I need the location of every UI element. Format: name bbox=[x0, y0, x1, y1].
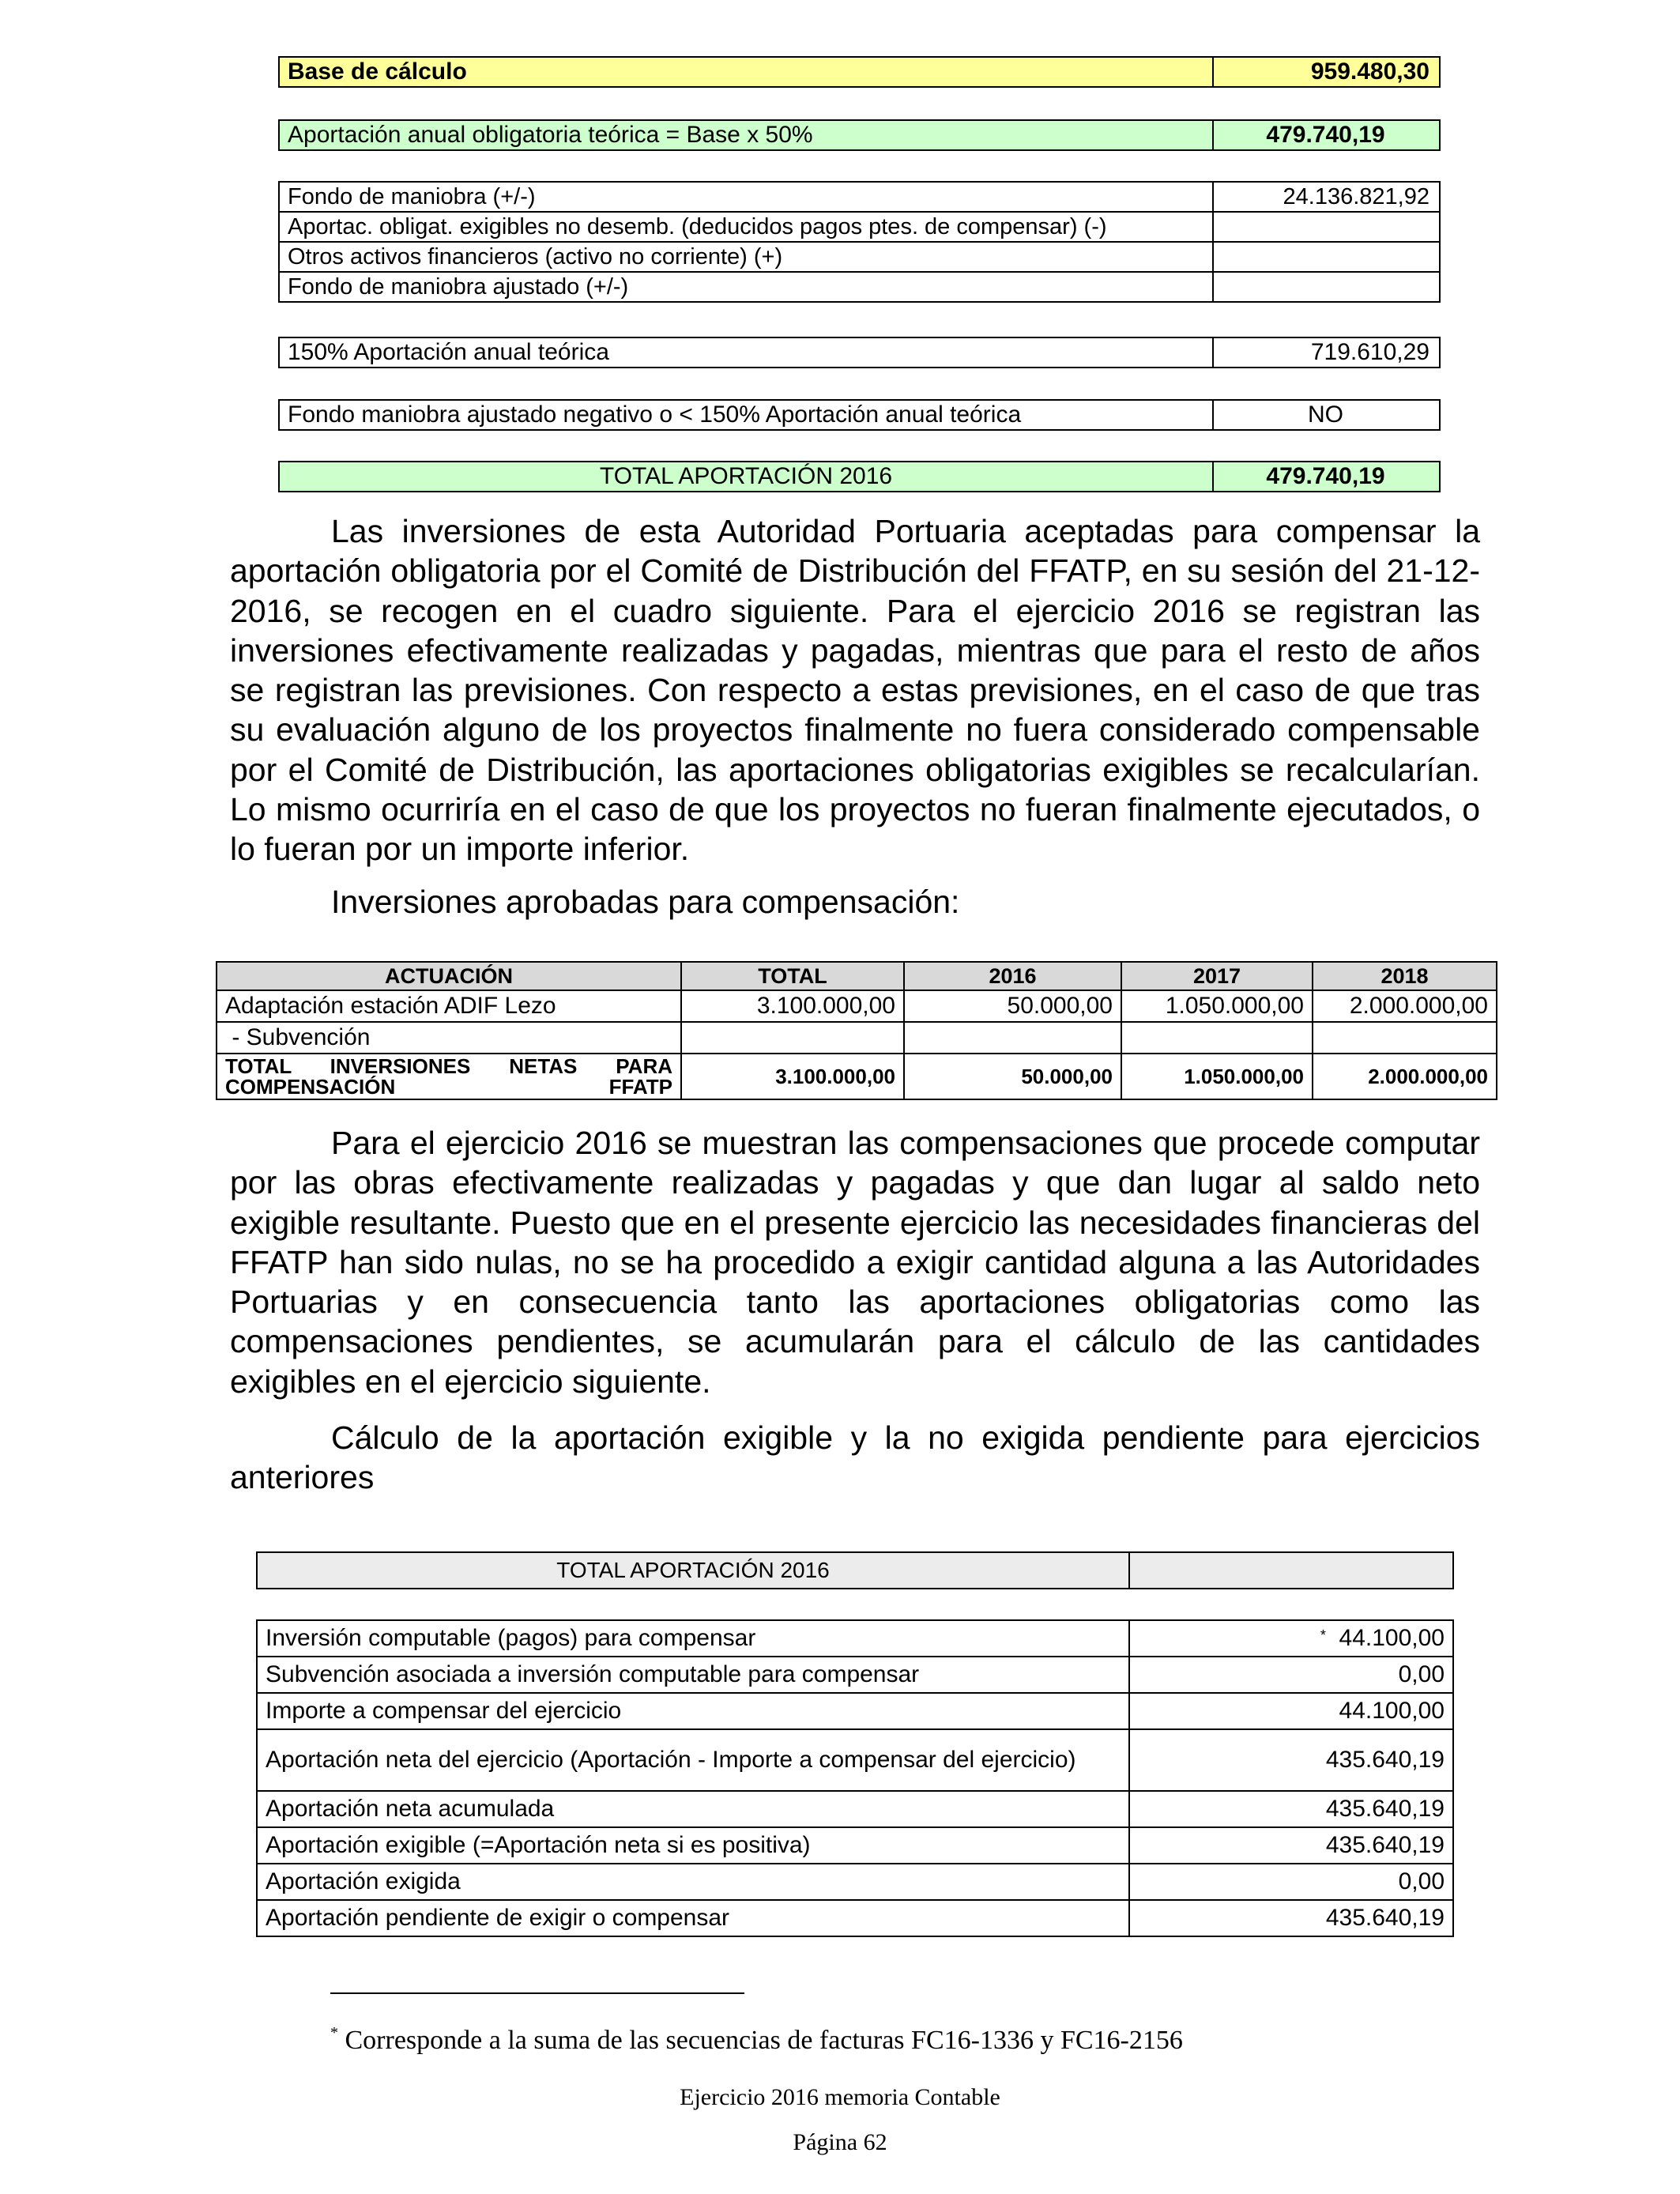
row-label: Aportac. obligat. exigibles no desemb. (deducidos pagos ptes. de compensar) (-) bbox=[279, 212, 1213, 242]
paragraph-inversiones-aprobadas: Inversiones aprobadas para compensación: bbox=[331, 884, 960, 920]
footer-title: Ejercicio 2016 memoria Contable bbox=[680, 2084, 1000, 2110]
row-label: Fondo de maniobra (+/-) bbox=[279, 182, 1213, 212]
aportacion-teorica-table bbox=[278, 119, 1441, 151]
row-value: * 44.100,00 bbox=[1129, 1620, 1453, 1657]
row-label: Subvención asociada a inversión computable para compensar bbox=[257, 1657, 1129, 1693]
base-calculo-label: Base de cálculo bbox=[279, 57, 1213, 87]
row-label: Aportación exigida bbox=[257, 1864, 1129, 1900]
table-row bbox=[217, 1022, 1497, 1054]
p150-value: 719.610,29 bbox=[1213, 337, 1440, 368]
paragraph-inversiones: Las inversiones de esta Autoridad Portuaria aceptadas para compensar la aportación obligatoria por el Comité de Distribución del FFATP, en su sesión del 21-12-2016, se recogen en el cuadro siguiente. Para el ejercicio 2016 se registran las inversiones efectivamente realizadas y pagadas, mientras que para el resto de años se registran las previsiones. Con respecto a estas previsiones, en el caso de que tras su evaluación alguno de los proyectos finalmente no fuera considerado compensable por el Comité de Distribución, las aportaciones obligatorias exigibles se recalcularían. Lo mismo ocurriría en el caso de que los proyectos no fueran finalmente ejecutados, o lo fueran por un importe inferior. bbox=[230, 513, 1480, 868]
base-calculo-table bbox=[278, 56, 1441, 88]
row-value: 0,00 bbox=[1129, 1864, 1453, 1900]
table-row bbox=[257, 1657, 1453, 1693]
table-row bbox=[257, 1900, 1453, 1936]
table-cell: 2.000.000,00 bbox=[1313, 1054, 1497, 1099]
column-header: 2016 bbox=[904, 962, 1121, 990]
calculo-header-table bbox=[256, 1551, 1454, 1589]
column-header: 2017 bbox=[1121, 962, 1313, 990]
row-value: 435.640,19 bbox=[1129, 1729, 1453, 1791]
row-label: Otros activos financieros (activo no corriente) (+) bbox=[279, 242, 1213, 272]
row-label: Fondo de maniobra ajustado (+/-) bbox=[279, 272, 1213, 302]
table-row bbox=[217, 990, 1497, 1022]
table-row bbox=[257, 1791, 1453, 1827]
row-value: 435.640,19 bbox=[1129, 1791, 1453, 1827]
table-cell bbox=[904, 1022, 1121, 1054]
table-row bbox=[257, 1864, 1453, 1900]
row-label: Aportación exigible (=Aportación neta si es positiva) bbox=[257, 1827, 1129, 1864]
row-label: Aportación neta del ejercicio (Aportación - Importe a compensar del ejercicio) bbox=[257, 1729, 1129, 1791]
total-aportacion-value: 479.740,19 bbox=[1213, 462, 1440, 492]
row-label: Aportación neta acumulada bbox=[257, 1791, 1129, 1827]
footnote-reference[interactable]: * bbox=[1320, 1627, 1326, 1643]
table-cell: 2.000.000,00 bbox=[1313, 990, 1497, 1022]
table-row bbox=[279, 182, 1440, 212]
table-cell: Adaptación estación ADIF Lezo bbox=[217, 990, 681, 1022]
table-cell: - Subvención bbox=[217, 1022, 681, 1054]
calculo-header-value bbox=[1129, 1552, 1453, 1589]
table-row bbox=[279, 242, 1440, 272]
table-cell: 50.000,00 bbox=[904, 990, 1121, 1022]
aportacion-teorica-value: 479.740,19 bbox=[1213, 120, 1440, 150]
row-value bbox=[1213, 272, 1440, 302]
row-label: Aportación pendiente de exigir o compensar bbox=[257, 1900, 1129, 1936]
paragraph-compensaciones: Para el ejercicio 2016 se muestran las compensaciones que procede computar por las obras efectivamente realizadas y pagadas y que dan lugar al saldo neto exigible resultante. Puesto que en el presente ejercicio las necesidades financieras del FFATP han sido nulas, no se ha procedido a exigir cantidad alguna a las Autoridades Portuarias y en consecuencia tanto las aportaciones obligatorias como las compensaciones pendientes, se acumularán para el cálculo de las cantidades exigibles en el ejercicio siguiente. bbox=[230, 1125, 1480, 1400]
row-value: 435.640,19 bbox=[1129, 1900, 1453, 1936]
column-header: ACTUACIÓN bbox=[217, 962, 681, 990]
table-row bbox=[257, 1620, 1453, 1657]
p150-table bbox=[278, 337, 1441, 368]
fondo-maniobra-table bbox=[278, 181, 1441, 303]
table-total-row bbox=[217, 1054, 1497, 1099]
table-cell bbox=[1121, 1022, 1313, 1054]
p150-label: 150% Aportación anual teórica bbox=[279, 337, 1213, 368]
row-value: 435.640,19 bbox=[1129, 1827, 1453, 1864]
footnote-mark: * bbox=[330, 2024, 338, 2041]
total-aportacion-table bbox=[278, 461, 1441, 492]
row-value: 44.100,00 bbox=[1129, 1693, 1453, 1729]
calculo-aportacion-table bbox=[256, 1619, 1454, 1937]
base-calculo-value: 959.480,30 bbox=[1213, 57, 1440, 87]
table-row bbox=[279, 212, 1440, 242]
table-cell: 3.100.000,00 bbox=[681, 990, 904, 1022]
table-cell: 1.050.000,00 bbox=[1121, 1054, 1313, 1099]
footnote-text: Corresponde a la suma de las secuencias de facturas FC16-1336 y FC16-2156 bbox=[345, 2026, 1183, 2055]
column-header: 2018 bbox=[1313, 962, 1497, 990]
row-label: Inversión computable (pagos) para compensar bbox=[257, 1620, 1129, 1657]
table-row bbox=[257, 1693, 1453, 1729]
footnote bbox=[330, 2026, 1183, 2056]
calculo-header-label: TOTAL APORTACIÓN 2016 bbox=[257, 1552, 1129, 1589]
total-aportacion-label: TOTAL APORTACIÓN 2016 bbox=[279, 462, 1213, 492]
table-row bbox=[257, 1827, 1453, 1864]
table-cell: 50.000,00 bbox=[904, 1054, 1121, 1099]
table-cell: TOTAL INVERSIONES NETAS PARA COMPENSACIÓN FFATP bbox=[217, 1054, 681, 1099]
table-row bbox=[279, 272, 1440, 302]
negativo-value: NO bbox=[1213, 400, 1440, 430]
page-number: Página 62 bbox=[793, 2129, 887, 2155]
table-cell bbox=[681, 1022, 904, 1054]
negativo-label: Fondo maniobra ajustado negativo o < 150% Aportación anual teórica bbox=[279, 400, 1213, 430]
inversiones-table bbox=[216, 961, 1497, 1100]
paragraph-calculo-aportacion: Cálculo de la aportación exigible y la no exigida pendiente para ejercicios anteriores bbox=[230, 1419, 1480, 1496]
table-cell: 1.050.000,00 bbox=[1121, 990, 1313, 1022]
table-cell: 3.100.000,00 bbox=[681, 1054, 904, 1099]
table-header-row bbox=[217, 962, 1497, 990]
row-value bbox=[1213, 242, 1440, 272]
negativo-table bbox=[278, 399, 1441, 431]
aportacion-teorica-label: Aportación anual obligatoria teórica = Base x 50% bbox=[279, 120, 1213, 150]
row-value bbox=[1213, 212, 1440, 242]
column-header: TOTAL bbox=[681, 962, 904, 990]
table-cell bbox=[1313, 1022, 1497, 1054]
row-value: 0,00 bbox=[1129, 1657, 1453, 1693]
footnote-separator bbox=[330, 1992, 744, 1994]
table-row bbox=[257, 1729, 1453, 1791]
row-value: 24.136.821,92 bbox=[1213, 182, 1440, 212]
row-label: Importe a compensar del ejercicio bbox=[257, 1693, 1129, 1729]
